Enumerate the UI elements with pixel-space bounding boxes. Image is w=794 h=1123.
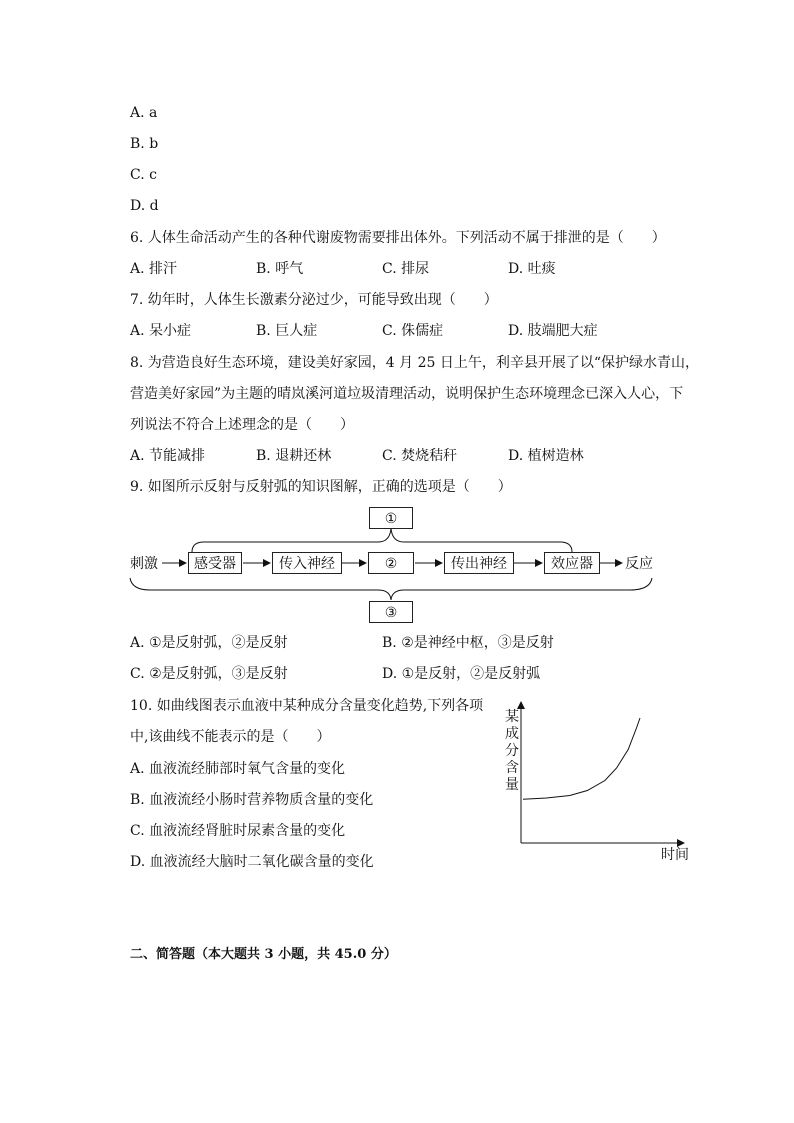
q7-option-b[interactable]: B. 巨人症 <box>256 323 318 339</box>
q8-option-c[interactable]: C. 焚烧秸秆 <box>382 448 458 464</box>
q9-option-d[interactable]: D. ①是反射，②是反射弧 <box>382 666 541 682</box>
response-label: 反应 <box>625 556 653 572</box>
receptor-box: 感受器 <box>188 552 242 574</box>
q6-option-a[interactable]: A. 排汗 <box>130 261 178 277</box>
y-axis-char-3: 分 <box>505 743 519 759</box>
y-axis-char-5: 量 <box>505 777 519 793</box>
q8-stem-line-3: 列说法不符合上述理念的是（ ） <box>130 417 354 433</box>
section-2-prefix: 二、简答题（本大题共 <box>130 947 265 962</box>
y-axis-char-1: 某 <box>505 709 519 725</box>
q6-option-c[interactable]: C. 排尿 <box>382 261 430 277</box>
q9-option-a[interactable]: A. ①是反射弧，②是反射 <box>130 635 288 651</box>
q8-option-d[interactable]: D. 植树造林 <box>508 448 584 464</box>
curve-line <box>523 718 640 799</box>
q10-option-c[interactable]: C. 血液流经肾脏时尿素含量的变化 <box>130 823 346 839</box>
y-axis-char-4: 含 <box>505 760 519 776</box>
section-2-question-count: 3 <box>264 947 274 962</box>
q9-option-c[interactable]: C. ②是反射弧，③是反射 <box>130 666 288 682</box>
stimulus-label: 刺激 <box>130 556 158 572</box>
q5-option-a[interactable]: A. a <box>130 105 158 121</box>
q7-stem: 7. 幼年时，人体生长激素分泌过少，可能导致出现（ ） <box>130 292 498 308</box>
q7-option-a[interactable]: A. 呆小症 <box>130 323 192 339</box>
q8-stem-line-2: 营造美好家园”为主题的晴岚溪河道垃圾清理活动，说明保护生态环境理念已深入人心，下 <box>130 386 684 402</box>
q6-option-b[interactable]: B. 呼气 <box>256 261 304 277</box>
label-box-1: ① <box>369 507 413 529</box>
q10-option-d[interactable]: D. 血液流经大脑时二氧化碳含量的变化 <box>130 854 374 870</box>
q8-stem-line-1: 8. 为营造良好生态环境，建设美好家园，4 月 25 日上午，利辛县开展了以“保护绿水青山， <box>130 355 700 371</box>
q6-option-d[interactable]: D. 吐痰 <box>508 261 556 277</box>
q10-option-b[interactable]: B. 血液流经小肠时营养物质含量的变化 <box>130 792 374 808</box>
q5-option-d[interactable]: D. d <box>130 198 159 214</box>
q6-stem: 6. 人体生命活动产生的各种代谢废物需要排出体外。下列活动不属于排泄的是（ ） <box>130 230 666 246</box>
nerve-center-box: ② <box>368 552 414 574</box>
q10-option-a[interactable]: A. 血液流经肺部时氧气含量的变化 <box>130 761 346 777</box>
section-2-total-score: 45.0 <box>334 947 367 962</box>
section-2-heading <box>130 946 397 964</box>
q5-option-b[interactable]: B. b <box>130 136 159 152</box>
section-2-mid: 小题，共 <box>273 947 335 962</box>
q10-stem-line-2: 中,该曲线不能表示的是（ ） <box>130 729 331 745</box>
q7-option-c[interactable]: C. 侏儒症 <box>382 323 444 339</box>
q8-option-a[interactable]: A. 节能减排 <box>130 448 206 464</box>
x-axis-label: 时间 <box>661 847 689 863</box>
section-2-suffix: 分） <box>366 947 397 962</box>
afferent-nerve-box: 传入神经 <box>272 552 342 574</box>
q7-option-d[interactable]: D. 肢端肥大症 <box>508 323 598 339</box>
q8-option-b[interactable]: B. 退耕还林 <box>256 448 332 464</box>
q10-stem-line-1: 10. 如曲线图表示血液中某种成分含量变化趋势,下列各项 <box>130 698 484 714</box>
y-axis-char-2: 成 <box>505 726 519 742</box>
q9-stem: 9. 如图所示反射与反射弧的知识图解，正确的选项是（ ） <box>130 479 512 495</box>
label-box-3: ③ <box>369 601 413 623</box>
efferent-nerve-box: 传出神经 <box>444 552 514 574</box>
q9-option-b[interactable]: B. ②是神经中枢，③是反射 <box>382 635 554 651</box>
effector-box: 效应器 <box>544 552 600 574</box>
q5-option-c[interactable]: C. c <box>130 167 157 183</box>
